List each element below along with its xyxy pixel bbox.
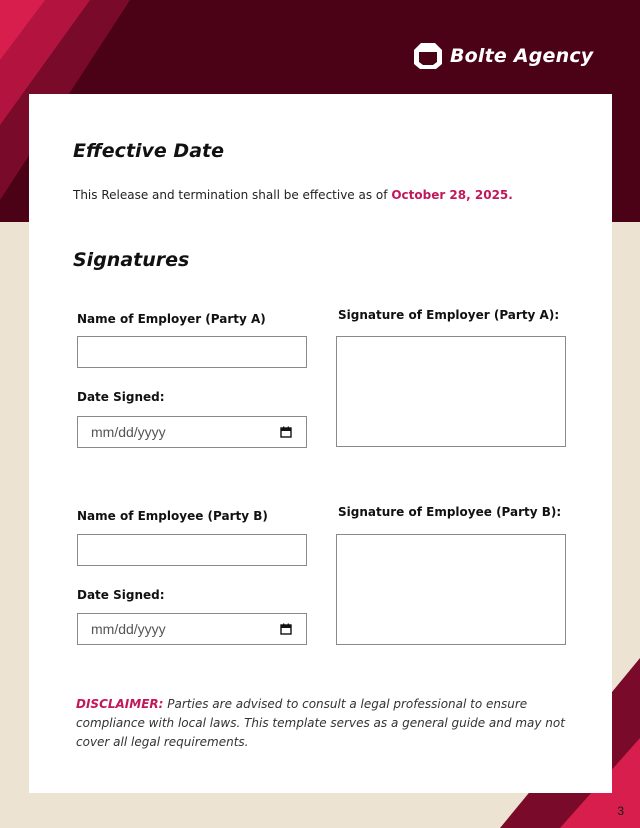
employee-date-input[interactable] xyxy=(77,613,307,645)
brand-name: Bolte Agency xyxy=(450,45,594,67)
calendar-icon[interactable] xyxy=(280,623,292,635)
page-number: 3 xyxy=(617,804,624,818)
employee-date-label: Date Signed: xyxy=(77,588,165,602)
employer-date-label: Date Signed: xyxy=(77,390,165,404)
disclaimer-label: DISCLAIMER: xyxy=(76,697,164,711)
effective-date-statement xyxy=(73,188,513,202)
disclaimer xyxy=(76,695,586,752)
employer-signature-label: Signature of Employer (Party A): xyxy=(338,308,560,322)
employee-signature-label: Signature of Employee (Party B): xyxy=(338,505,562,519)
employee-name-input[interactable] xyxy=(77,534,307,566)
calendar-icon[interactable] xyxy=(280,426,292,438)
employer-name-label: Name of Employer (Party A) xyxy=(77,312,266,326)
signatures-heading: Signatures xyxy=(73,249,190,271)
document-page xyxy=(29,94,612,793)
employer-date-input[interactable] xyxy=(77,416,307,448)
effective-date-heading: Effective Date xyxy=(73,140,224,162)
employer-date-placeholder: mm/dd/yyyy xyxy=(91,424,166,440)
employee-signature-box[interactable] xyxy=(336,534,566,645)
brand-logo-icon xyxy=(412,40,444,72)
brand xyxy=(412,40,593,72)
employee-name-label: Name of Employee (Party B) xyxy=(77,509,268,523)
disclaimer-text: Parties are advised to consult a legal professional to ensure compliance with local laws. This template serves as a general guide and may not cover all legal requirements. xyxy=(76,697,565,749)
employer-name-input[interactable] xyxy=(77,336,307,368)
effective-date-value: October 28, 2025. xyxy=(391,188,513,202)
employee-date-placeholder: mm/dd/yyyy xyxy=(91,621,166,637)
effective-date-text: This Release and termination shall be effective as of xyxy=(73,188,392,202)
employer-signature-box[interactable] xyxy=(336,336,566,447)
